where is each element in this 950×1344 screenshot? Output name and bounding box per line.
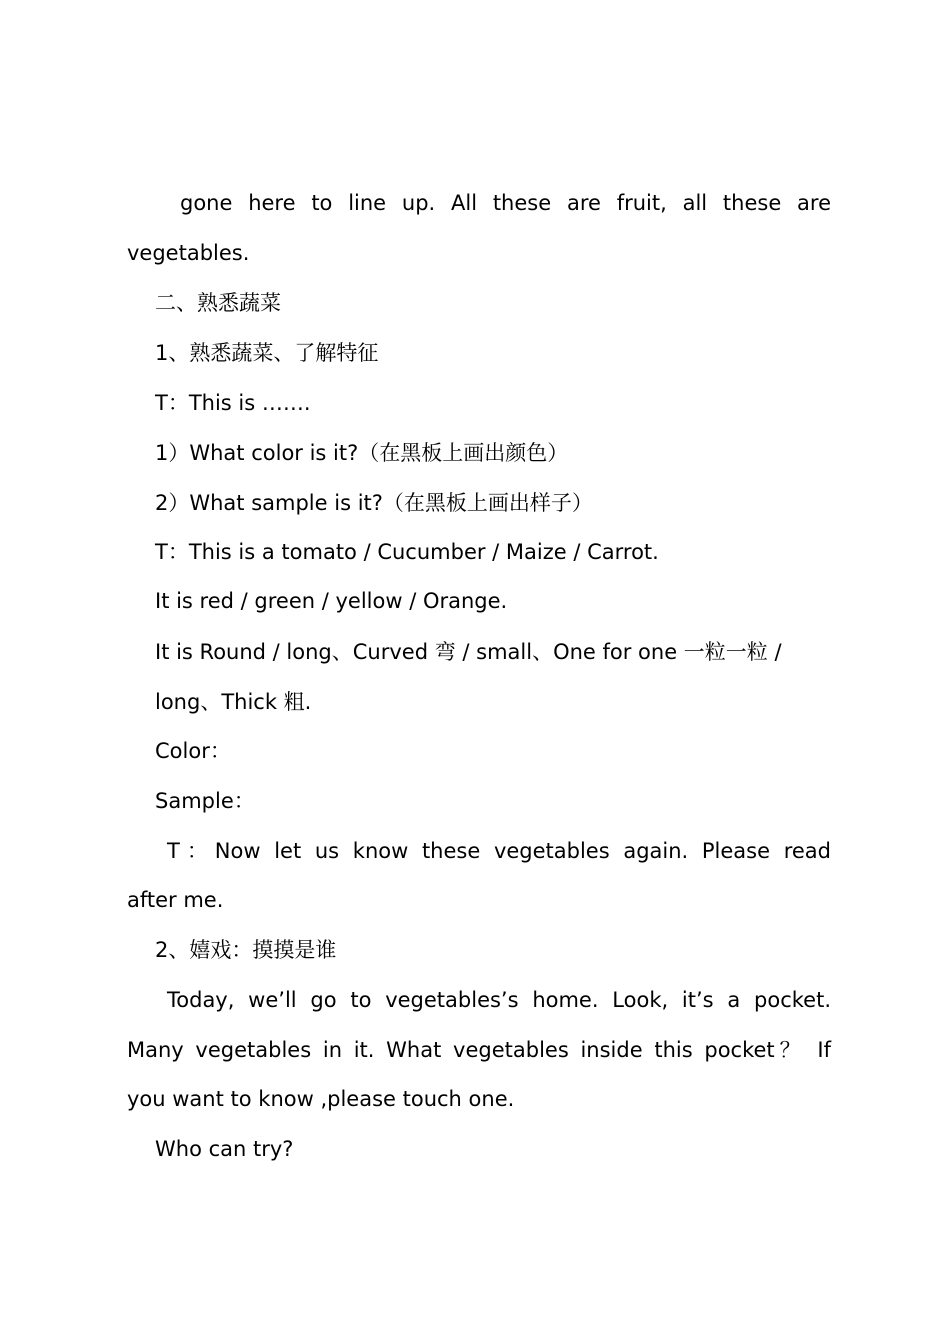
paragraph-line: vegetables. <box>127 241 250 265</box>
paragraph-line: It is Round / long、Curved 弯 / small、One for one 一粒一粒 / <box>155 640 782 664</box>
paragraph-line: Sample： <box>155 789 255 813</box>
paragraph-line: gone here to line up. All these are fruit, all these are <box>180 191 831 215</box>
subsection-heading: 2、嬉戏：摸摸是谁 <box>155 938 337 962</box>
paragraph-line: T：Now let us know these vegetables again. Please read <box>167 839 831 863</box>
paragraph-line: T：This is a tomato / Cucumber / Maize / Carrot. <box>155 540 659 564</box>
paragraph-line: 1）What color is it?（在黑板上画出颜色） <box>155 441 569 465</box>
section-heading: 二、熟悉蔬菜 <box>155 291 281 315</box>
paragraph-line: Who can try? <box>155 1137 294 1161</box>
paragraph-line: after me. <box>127 888 224 912</box>
paragraph-line: T：This is ……. <box>155 391 311 415</box>
paragraph-line: Many vegetables in it. What vegetables inside this pocket？ If <box>127 1038 831 1062</box>
paragraph-line: long、Thick 粗. <box>155 690 312 714</box>
paragraph-line: It is red / green / yellow / Orange. <box>155 589 508 613</box>
paragraph-line: you want to know ,please touch one. <box>127 1087 515 1111</box>
paragraph-line: 2）What sample is it?（在黑板上画出样子） <box>155 491 593 515</box>
paragraph-line: Color： <box>155 739 231 763</box>
paragraph-line: Today, we’ll go to vegetables’s home. Look, it’s a pocket. <box>167 988 831 1012</box>
subsection-heading: 1、熟悉蔬菜、了解特征 <box>155 341 379 365</box>
